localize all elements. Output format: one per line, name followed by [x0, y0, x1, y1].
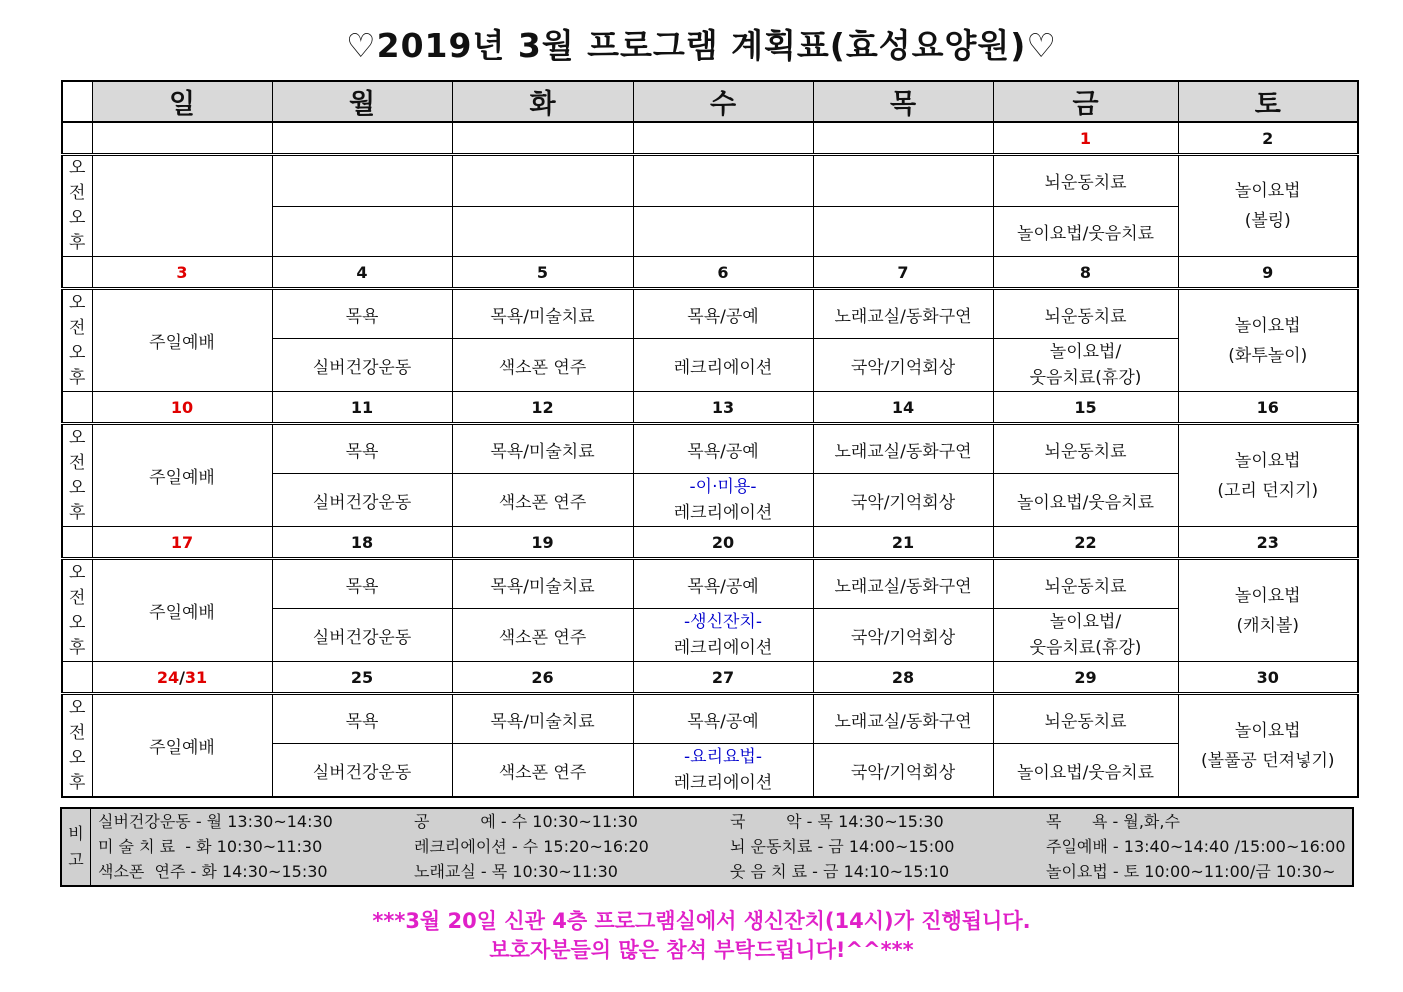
- sunday-activity: 주일예배: [92, 559, 272, 662]
- activity-cell: 색소폰 연주: [452, 474, 633, 527]
- activity-cell: 뇌운동치료: [993, 559, 1178, 609]
- remarks-label: 비 고: [62, 809, 91, 885]
- remarks-grid: [98, 809, 1352, 885]
- saturday-activity: 놀이요법 (캐치볼): [1178, 559, 1358, 662]
- date-row: [62, 392, 1358, 424]
- activity-cell: 색소폰 연주: [452, 609, 633, 662]
- saturday-activity: 놀이요법 (고리 던지기): [1178, 424, 1358, 527]
- remarks-box: [60, 807, 1354, 887]
- sunday-activity: [92, 155, 272, 257]
- day-wed: 수: [633, 81, 813, 122]
- activity-cell: 목욕/미술치료: [452, 424, 633, 474]
- day-fri: 금: [993, 81, 1178, 122]
- remark-item: 뇌 운동치료 - 금 14:00~15:00: [730, 837, 955, 856]
- date-cell: 25: [272, 662, 452, 694]
- activity-cell: 실버건강운동: [272, 744, 452, 798]
- date-cell: 11: [272, 392, 452, 424]
- footer-notice-line2: 보호자분들의 많은 참석 부탁드립니다!^^***: [489, 938, 914, 962]
- date-cell: 12: [452, 392, 633, 424]
- activity-cell: 노래교실/동화구연: [813, 559, 993, 609]
- remark-item: 국 악 - 목 14:30~15:30: [730, 812, 944, 831]
- date-cell: [452, 122, 633, 155]
- activity-cell: [633, 155, 813, 207]
- date-cell: 7: [813, 257, 993, 289]
- activity-cell: 색소폰 연주: [452, 339, 633, 392]
- activity-cell: -생신잔치- 레크리에이션: [633, 609, 813, 662]
- date-cell: 20: [633, 527, 813, 559]
- ampm-label: 오 전 오 후: [62, 155, 92, 257]
- date-cell: 10: [92, 392, 272, 424]
- activity-cell: 뇌운동치료: [993, 694, 1178, 744]
- event-note: -요리요법-: [684, 747, 762, 767]
- day-thu: 목: [813, 81, 993, 122]
- schedule-table: [61, 80, 1359, 798]
- remark-item: 공 예 - 수 10:30~11:30: [414, 812, 638, 831]
- am-row: [62, 289, 1358, 339]
- am-row: [62, 694, 1358, 744]
- activity-cell: 목욕/미술치료: [452, 694, 633, 744]
- activity-cell: 목욕/미술치료: [452, 559, 633, 609]
- day-mon: 월: [272, 81, 452, 122]
- activity-cell: 놀이요법/웃음치료: [993, 206, 1178, 257]
- activity-cell: 국악/기억회상: [813, 474, 993, 527]
- date-cell: 21: [813, 527, 993, 559]
- ampm-label: 오 전 오 후: [62, 559, 92, 662]
- remark-item: 웃 음 치 료 - 금 14:10~15:10: [730, 862, 950, 881]
- activity-cell: [272, 206, 452, 257]
- date-cell: 14: [813, 392, 993, 424]
- remark-item: 놀이요법 - 토 10:00~11:00/금 10:30~: [1046, 862, 1336, 881]
- saturday-activity: 놀이요법 (화투놀이): [1178, 289, 1358, 392]
- event-note: -생신잔치-: [684, 612, 762, 632]
- date-cell: 23: [1178, 527, 1358, 559]
- saturday-activity: 놀이요법 (볼링): [1178, 155, 1358, 257]
- activity-cell: 색소폰 연주: [452, 744, 633, 798]
- date-row: [62, 122, 1358, 155]
- date-cell: 6: [633, 257, 813, 289]
- activity-cell: 목욕/공예: [633, 694, 813, 744]
- activity-cell: 뇌운동치료: [993, 289, 1178, 339]
- date-cell: 18: [272, 527, 452, 559]
- date-cell: 29: [993, 662, 1178, 694]
- activity-cell: 노래교실/동화구연: [813, 424, 993, 474]
- activity-cell: 뇌운동치료: [993, 424, 1178, 474]
- ampm-label: 오 전 오 후: [62, 694, 92, 798]
- activity-cell: 실버건강운동: [272, 609, 452, 662]
- activity-cell: 노래교실/동화구연: [813, 289, 993, 339]
- date-cell: 24/31: [92, 662, 272, 694]
- activity-cell: 국악/기억회상: [813, 744, 993, 798]
- activity-cell: 놀이요법/웃음치료: [993, 744, 1178, 798]
- am-row: [62, 155, 1358, 207]
- date-cell: 27: [633, 662, 813, 694]
- activity-cell: [633, 206, 813, 257]
- sunday-activity: 주일예배: [92, 289, 272, 392]
- activity-cell: 실버건강운동: [272, 474, 452, 527]
- activity-cell: 레크리에이션: [633, 339, 813, 392]
- activity-cell: -이·미용- 레크리에이션: [633, 474, 813, 527]
- activity-cell: 목욕/공예: [633, 289, 813, 339]
- activity-cell: -요리요법- 레크리에이션: [633, 744, 813, 798]
- date-cell: 9: [1178, 257, 1358, 289]
- am-row: [62, 559, 1358, 609]
- date-cell: 19: [452, 527, 633, 559]
- date-cell: 4: [272, 257, 452, 289]
- activity-cell: 목욕: [272, 559, 452, 609]
- activity-cell: 놀이요법/ 웃음치료(휴강): [993, 339, 1178, 392]
- date-cell: 15: [993, 392, 1178, 424]
- date-cell: 13: [633, 392, 813, 424]
- date-cell: 22: [993, 527, 1178, 559]
- date-cell: 30: [1178, 662, 1358, 694]
- day-sun: 일: [92, 81, 272, 122]
- activity-cell: [272, 155, 452, 207]
- date-row: [62, 527, 1358, 559]
- date-cell: [813, 122, 993, 155]
- activity-cell: 뇌운동치료: [993, 155, 1178, 207]
- activity-cell: 목욕: [272, 289, 452, 339]
- remark-item: 색소폰 연주 - 화 14:30~15:30: [98, 862, 328, 881]
- page-title: ♡2019년 3월 프로그램 계획표(효성요양원)♡: [346, 26, 1057, 65]
- day-tue: 화: [452, 81, 633, 122]
- remark-item: 미 술 치 료 - 화 10:30~11:30: [98, 837, 323, 856]
- activity-cell: 국악/기억회상: [813, 609, 993, 662]
- day-sat: 토: [1178, 81, 1358, 122]
- activity-cell: 실버건강운동: [272, 339, 452, 392]
- date-cell: 28: [813, 662, 993, 694]
- activity-cell: [452, 206, 633, 257]
- date-cell: [633, 122, 813, 155]
- footer-notice-line1: ***3월 20일 신관 4층 프로그램실에서 생신잔치(14시)가 진행됩니다.: [372, 909, 1031, 933]
- remark-item: 주일예배 - 13:40~14:40 /15:00~16:00: [1046, 837, 1346, 856]
- activity-cell: [452, 155, 633, 207]
- corner-cell: [62, 81, 92, 122]
- remark-item: 목 욕 - 월,화,수: [1046, 812, 1180, 831]
- activity-cell: [813, 206, 993, 257]
- date-row: [62, 662, 1358, 694]
- date-cell: 5: [452, 257, 633, 289]
- activity-cell: 목욕/공예: [633, 559, 813, 609]
- activity-cell: 놀이요법/웃음치료: [993, 474, 1178, 527]
- date-cell: [272, 122, 452, 155]
- sunday-activity: 주일예배: [92, 694, 272, 798]
- date-cell: 16: [1178, 392, 1358, 424]
- activity-cell: 노래교실/동화구연: [813, 694, 993, 744]
- activity-cell: 목욕/공예: [633, 424, 813, 474]
- activity-cell: 목욕: [272, 694, 452, 744]
- remark-item: 실버건강운동 - 월 13:30~14:30: [98, 812, 333, 831]
- activity-cell: 국악/기억회상: [813, 339, 993, 392]
- event-note: -이·미용-: [689, 477, 757, 497]
- ampm-label: 오 전 오 후: [62, 289, 92, 392]
- am-row: [62, 424, 1358, 474]
- remark-item: 노래교실 - 목 10:30~11:30: [414, 862, 618, 881]
- date-cell: [92, 122, 272, 155]
- date-cell: 8: [993, 257, 1178, 289]
- remark-item: 레크리에이션 - 수 15:20~16:20: [414, 837, 649, 856]
- ampm-label: 오 전 오 후: [62, 424, 92, 527]
- day-header-row: [62, 81, 1358, 122]
- date-row: [62, 257, 1358, 289]
- date-cell: 26: [452, 662, 633, 694]
- date-cell: 2: [1178, 122, 1358, 155]
- activity-cell: [813, 155, 993, 207]
- activity-cell: 목욕/미술치료: [452, 289, 633, 339]
- saturday-activity: 놀이요법 (볼풀공 던져넣기): [1178, 694, 1358, 798]
- date-cell: 1: [993, 122, 1178, 155]
- activity-cell: 놀이요법/ 웃음치료(휴강): [993, 609, 1178, 662]
- activity-cell: 목욕: [272, 424, 452, 474]
- date-cell: 17: [92, 527, 272, 559]
- date-cell: 3: [92, 257, 272, 289]
- sunday-activity: 주일예배: [92, 424, 272, 527]
